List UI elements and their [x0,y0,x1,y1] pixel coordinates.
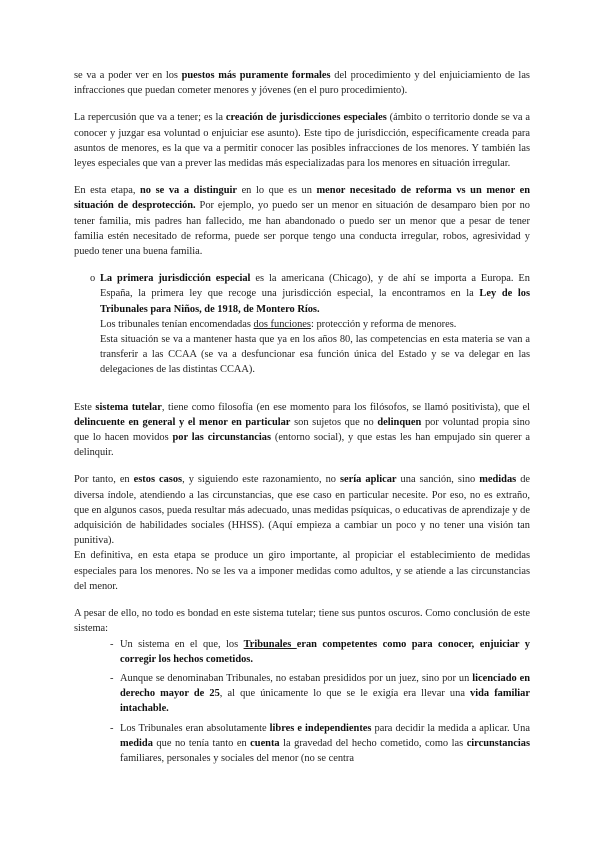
bullet-item [90,271,530,377]
paragraph-5 [74,472,530,548]
bold-run: creación de jurisdicciones especiales [225,112,387,124]
document-page [74,68,530,770]
text-run: para decidir la medida a aplicar. Una [371,722,530,734]
text-run: (entorno social), y que estas les han empujado sin querer a delinquir. [74,432,530,459]
paragraph-6: En definitiva, en esta etapa se produce un giro importante, al propiciar el establecimiento de medidas especiales para los menores. No se les va a imponer medidas como adultos, y se atiende a las circunstancias del menor. [74,550,530,592]
text-run: Los tribunales tenían encomendadas [100,318,254,330]
dash-mark: - [110,722,114,734]
text-run: la gravedad del hecho cometido, como las [279,737,467,749]
text-run: Por ejemplo, yo puedo ser un menor en situación de desamparo bien por no tener familia, mis padres han fallecido, me han abandonado o puedo ser un menor que a pesar de tener familia estén necesitado de reforma, puede ser porque tengo una conducta irregular, robos, agresividad y puedo tener una buena familia. [74,200,530,258]
bold-run: La primera jurisdicción especial [100,273,251,285]
bold-run: menor necesitado de reforma vs un menor en situación de desprotección. [74,185,530,212]
bullet-line-3: Esta situación se va a mantener hasta que ya en los años 80, las competencias en esta materia se van a transferir a las CCAA (se va a desfuncionar esa función única del Estado y se va delegar en las delegaciones de las distintas CCAA). [100,334,530,376]
bold-run: cuenta [250,737,280,749]
bold-run: vida familiar intachable. [120,688,530,715]
text-run: en lo que es un [236,185,317,197]
text-run: del procedimiento y del enjuiciamiento de las infracciones que puedan cometer menores y jóvenes (en el puro procedimiento). [74,70,530,97]
text-run: una sanción, sino [396,474,480,486]
bold-run: puestos más puramente formales [181,70,331,81]
text-run: familiares, personales y sociales del menor (no se centra [120,752,354,764]
text-run: : protección y reforma de menores. [310,318,457,330]
list-item-body [120,671,530,717]
bold-run: medidas [479,474,517,486]
bold-run: Ley de los Tribunales para Niños, de 1918, de Montero Ríos. [100,288,531,315]
text-run: por voluntad propia sino que lo hacen movidos [74,416,530,444]
paragraph-1 [74,68,530,98]
dash-mark: - [110,638,114,650]
text-run: se va a poder ver en los [74,70,182,81]
bold-run: por las circunstancias [172,432,272,444]
bold-run: delinquen [377,416,422,428]
text-run: Los Tribunales eran absolutamente [120,722,270,734]
text-run: Un sistema en el que, los [120,638,244,650]
text-run: , al que únicamente lo que se le exigía era llevar una [219,688,471,700]
text-run: Este [74,401,96,413]
paragraph-7: A pesar de ello, no todo es bondad en este sistema tutelar; tiene sus puntos oscuros. Como conclusión de este sistema: [74,608,530,635]
text-run: de diversa índole, atendiendo a las circunstancias, que ese caso en particular necesite. Por eso, no es extraño, que en algunos casos, pueda resultar más adecuado, unas medidas psíquicas, o educativas de aprendizaje y de adquisición de habilidades sociales (HHSS). (Aquí empieza a cambiar un poco y no tener una visión tan punitiva). [74,474,530,547]
bold-run: circunstancias [466,737,530,749]
text-run: son sujetos que no [290,416,378,428]
text-run: Aunque se denominaban Tribunales, no estaban presididos por un juez, sino por un [120,672,473,684]
text-run: es la americana (Chicago), y de ahí se importa a Europa. En España, la primera ley que recoge una jurisdicción especial, la encontramos en la [100,273,530,300]
bullet-line-2 [100,317,530,332]
bold-run: sería aplicar [340,474,397,486]
bold-run: medida [120,737,153,749]
paragraph-4 [74,400,530,461]
text-run: que no tenía tanto en [152,737,251,749]
list-item [110,721,530,767]
bold-run: eran competentes como para conocer, enjuiciar y corregir los hechos cometidos. [120,638,530,665]
bullet-line-1 [100,271,530,317]
list-item-body [120,637,530,667]
bullet-mark: o [90,273,96,285]
text-run: (ámbito o territorio donde se va a conocer y juzgar esa voluntad o enjuiciar ese asunto). Este tipo de jurisdicción, específicamente creada para asuntos de menores, es la que va a permitir conocer las posibles infracciones de los menores. Y también las leyes especiales que van a prever las medidas más especializadas para los menores en situación irregular. [74,112,530,170]
bold-run: libres e independientes [269,722,372,734]
underlined-run: dos funciones [253,318,311,330]
list-item [110,637,530,667]
text-run: , y siguiendo este razonamiento, no [182,474,341,486]
bold-run: delincuente en general y el menor en particular [74,416,291,428]
text-run: , tiene como filosofía (en ese momento para los filósofos, se llamó positivista), que el [161,401,530,413]
list-item [110,671,530,717]
text-run: Por tanto, en [74,474,134,486]
list-item-body [120,721,530,767]
dash-mark: - [110,672,114,684]
bullet-body [100,271,530,377]
underlined-bold-run: Tribunales [243,638,297,650]
bold-run: sistema tutelar [95,401,162,413]
bold-run: estos casos [133,474,183,486]
paragraph-2 [74,110,530,171]
dash-list [110,637,530,767]
bold-run: licenciado en derecho mayor de 25 [120,672,530,700]
text-run: La repercusión que va a tener; es la [74,112,226,124]
text-run: En esta etapa, [74,185,141,197]
paragraph-3 [74,183,530,259]
bold-run: no se va a distinguir [140,185,237,197]
